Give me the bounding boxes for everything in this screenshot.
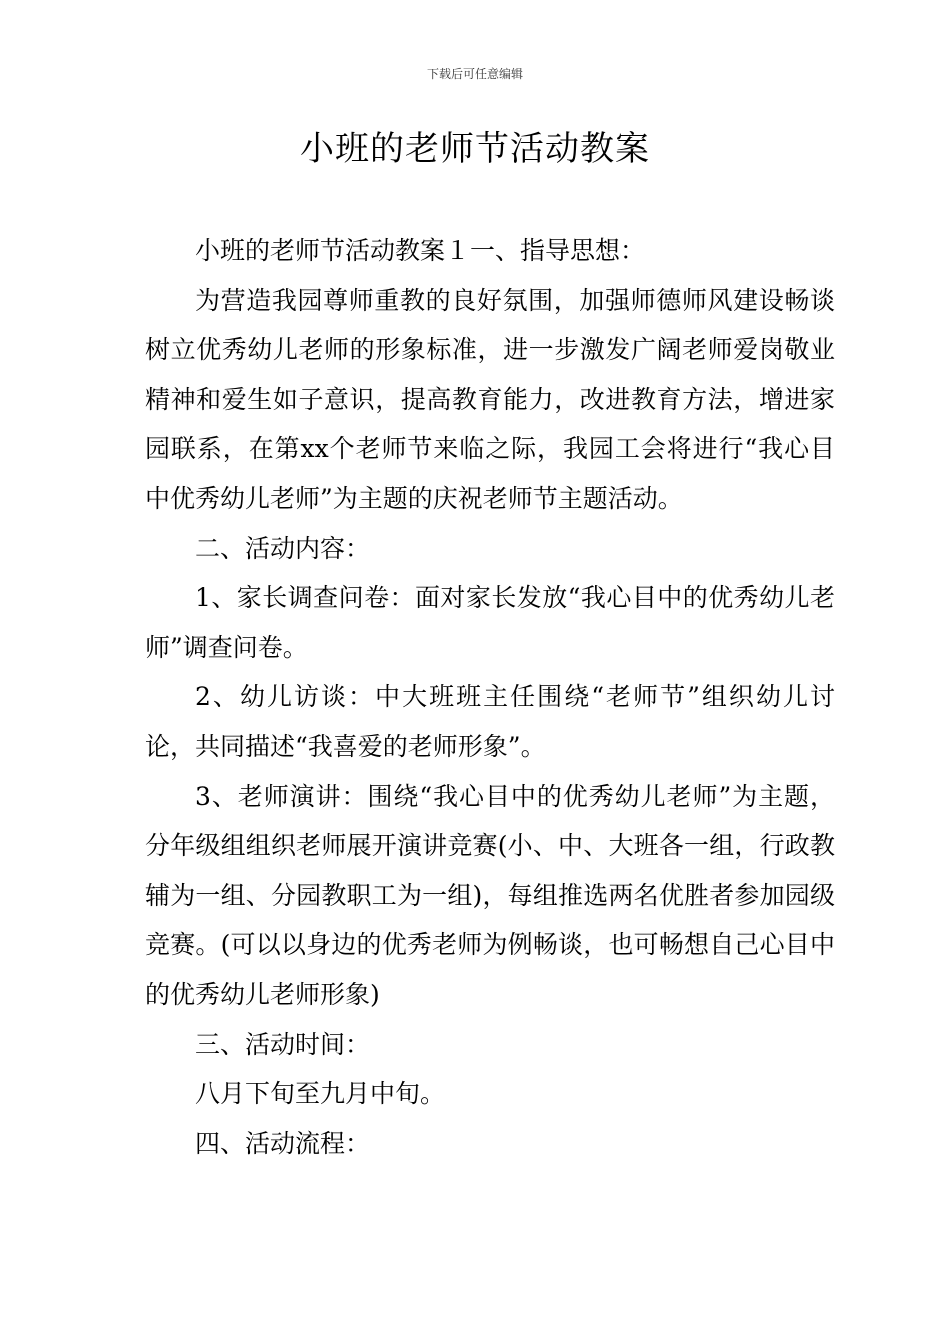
section-heading-content: 二、活动内容： [195, 533, 371, 563]
document-body [145, 226, 835, 1168]
paragraph-guiding-thought: 为营造我园尊师重教的良好氛围，加强师德师风建设畅谈树立优秀幼儿老师的形象标准，进一步激发广阔老师爱岗敬业精神和爱生如子意识，提高教育能力，改进教育方法，增进家园联系，在第xx个老师节来临之际，我园工会将进行“我心目中优秀幼儿老师”为主题的庆祝老师节主题活动。 [145, 285, 835, 513]
paragraph-item-1: 1、家长调查问卷：面对家长发放“我心目中的优秀幼儿老师”调查问卷。 [145, 583, 835, 662]
paragraph-intro-heading: 小班的老师节活动教案１一、指导思想： [195, 236, 646, 265]
section-heading-time: 三、活动时间： [195, 1029, 371, 1059]
paragraph-item-2: 2、幼儿访谈：中大班班主任围绕“老师节”组织幼儿讨论，共同描述“我喜爱的老师形象”。 [145, 682, 835, 761]
paragraph-time: 八月下旬至九月中旬。 [195, 1079, 446, 1109]
section-heading-process: 四、活动流程： [195, 1128, 371, 1158]
paragraph-item-3: 3、老师演讲：围绕“我心目中的优秀幼儿老师”为主题，分年级组组织老师展开演讲竞赛(小、中、大班各一组，行政教辅为一组、分园教职工为一组)，每组推选两名优胜者参加园级竞赛。(可以以身边的优秀老师为例畅谈，也可畅想自己心目中的优秀幼儿老师形象) [145, 781, 835, 1009]
document-title: 小班的老师节活动教案 [300, 129, 650, 169]
page-header-note: 下载后可任意编辑 [426, 67, 523, 81]
